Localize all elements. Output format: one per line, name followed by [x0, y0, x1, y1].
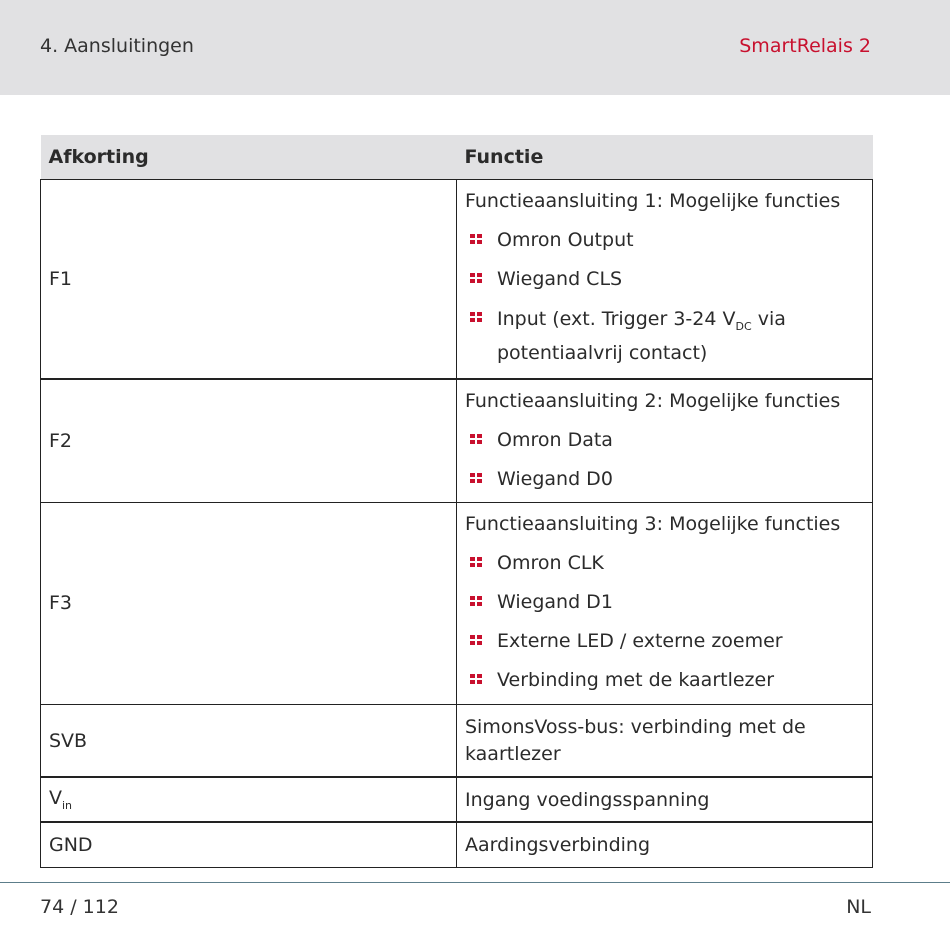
footer-divider	[0, 882, 950, 883]
connections-table	[40, 135, 873, 868]
list-item	[465, 668, 864, 692]
function-list	[465, 551, 864, 692]
table-row-f3	[41, 502, 873, 704]
table-row-f2	[41, 379, 873, 503]
bullet-icon	[470, 434, 483, 446]
list-item-text: Wiegand D0	[497, 467, 613, 490]
function-cell	[457, 379, 873, 503]
abbreviation-cell: SVB	[41, 704, 457, 777]
list-item	[465, 228, 864, 252]
bullet-icon	[470, 273, 483, 285]
function-cell	[457, 180, 873, 379]
page-header	[0, 0, 950, 95]
list-item	[465, 428, 864, 452]
list-item-text: Wiegand D1	[497, 591, 613, 614]
list-item-text: Verbinding met de kaartlezer	[497, 669, 775, 692]
list-item-text: Omron CLK	[497, 552, 604, 575]
section-title: 4. Aansluitingen	[40, 35, 194, 57]
list-item-text: Omron Data	[497, 428, 613, 451]
table-row-svb	[41, 704, 873, 777]
bullet-icon	[470, 596, 483, 608]
bullet-icon	[470, 312, 483, 324]
list-item-text: Externe LED / externe zoemer	[497, 630, 783, 653]
list-item	[465, 590, 864, 614]
list-item	[465, 551, 864, 575]
table-row-gnd	[41, 822, 873, 867]
abbreviation-cell: GND	[41, 822, 457, 867]
bullet-icon	[470, 234, 483, 246]
function-cell: Ingang voedingsspanning	[457, 777, 873, 822]
function-list	[465, 228, 864, 367]
list-item	[465, 467, 864, 491]
function-cell: SimonsVoss-bus: verbinding met de kaartlezer	[457, 704, 873, 777]
abbreviation-cell: F2	[41, 379, 457, 503]
list-item-text: Input (ext. Trigger 3-24 $V_{DC}$ via potentiaalvrij contact)	[497, 308, 786, 364]
language-code: NL	[846, 896, 871, 918]
table-row-f1	[41, 180, 873, 379]
list-item-text: Wiegand CLS	[497, 268, 623, 290]
function-title: Functieaansluiting 1: Mogelijke functies	[465, 190, 841, 212]
bullet-icon	[470, 473, 483, 485]
column-header-function: Functie	[457, 135, 873, 180]
function-list	[465, 428, 864, 491]
list-item	[465, 306, 864, 367]
table-header-row	[41, 135, 873, 180]
abbreviation-cell: F3	[41, 502, 457, 704]
function-cell: Aardingsverbinding	[457, 822, 873, 867]
list-item	[465, 629, 864, 653]
function-title: Functieaansluiting 2: Mogelijke functies	[465, 389, 841, 412]
bullet-icon	[470, 557, 483, 569]
list-item-text: Omron Output	[497, 229, 634, 251]
abbreviation-cell: F1	[41, 180, 457, 379]
page-number: 74 / 112	[40, 896, 119, 918]
function-cell	[457, 502, 873, 704]
bullet-icon	[470, 635, 483, 647]
function-title: Functieaansluiting 3: Mogelijke functies	[465, 513, 841, 536]
column-header-abbreviation: Afkorting	[41, 135, 457, 180]
product-name: SmartRelais 2	[739, 35, 871, 57]
bullet-icon	[470, 674, 483, 686]
table-row-vin	[41, 777, 873, 822]
abbreviation-cell: $V_{in}$	[41, 777, 457, 822]
list-item	[465, 267, 864, 291]
